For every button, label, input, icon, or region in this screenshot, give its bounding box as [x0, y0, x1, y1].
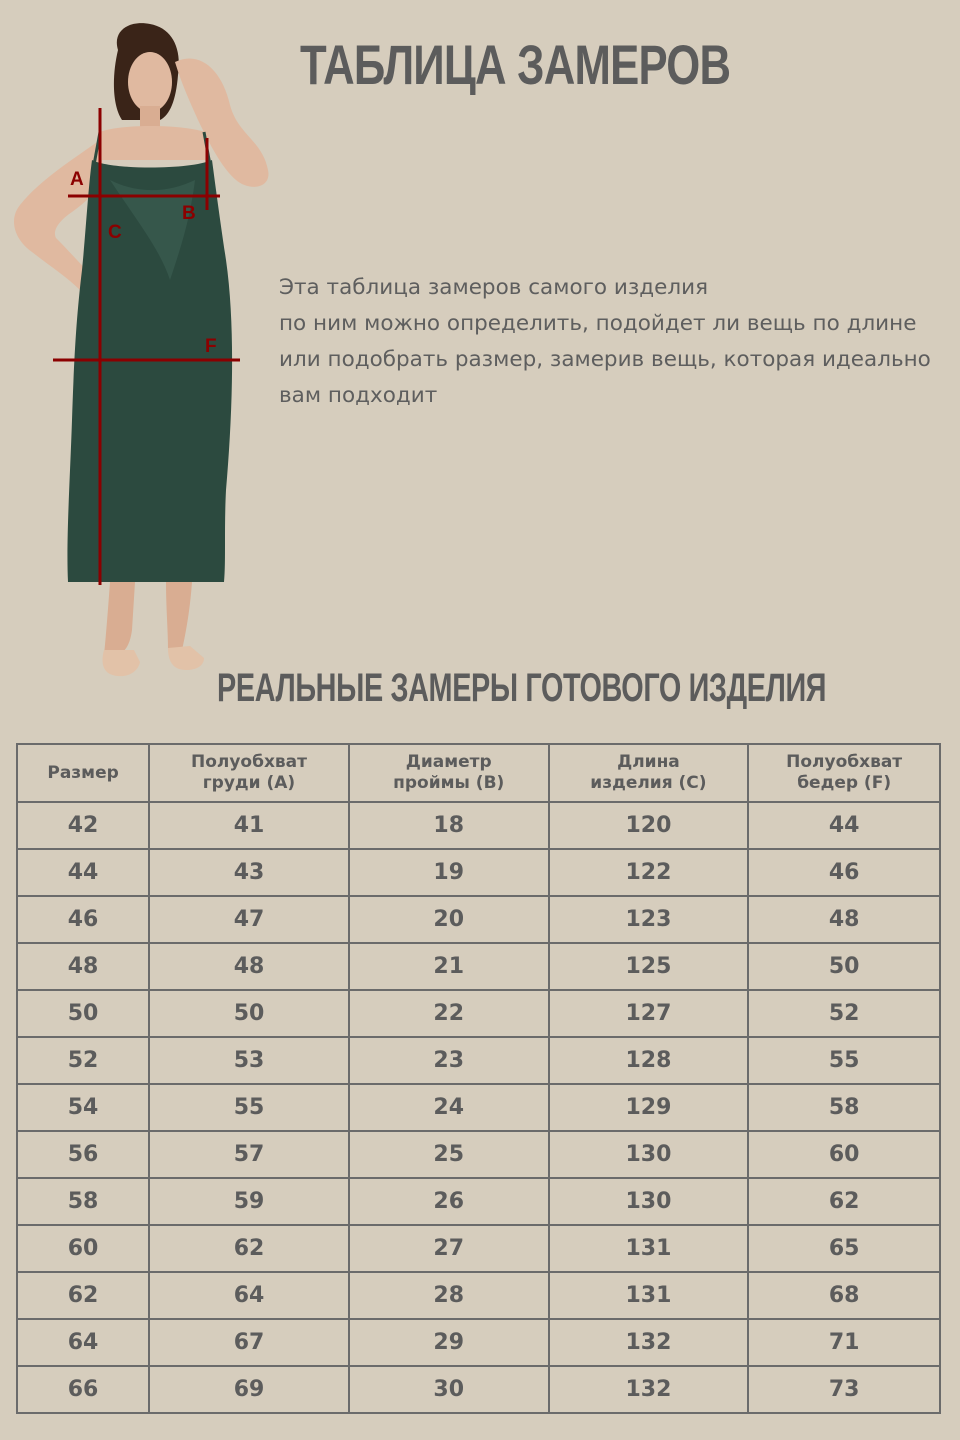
cell-chest: 69 — [149, 1366, 349, 1413]
cell-armhole: 25 — [349, 1131, 549, 1178]
header-armhole — [349, 744, 549, 802]
header-chest — [149, 744, 349, 802]
header-hips-line2: бедер (F) — [797, 773, 892, 793]
cell-hips: 46 — [748, 849, 940, 896]
model-face — [128, 52, 172, 112]
cell-length: 123 — [549, 896, 749, 943]
table-row — [17, 990, 940, 1037]
table-row — [17, 849, 940, 896]
cell-size: 62 — [17, 1272, 149, 1319]
cell-armhole: 21 — [349, 943, 549, 990]
size-table — [16, 743, 941, 1414]
header-chest-line1: Полуобхват — [190, 752, 308, 772]
cell-length: 130 — [549, 1131, 749, 1178]
description-line: вам подходит — [279, 383, 438, 408]
model-right-shoe — [168, 646, 204, 670]
cell-length: 132 — [549, 1366, 749, 1413]
cell-hips: 48 — [748, 896, 940, 943]
model-right-leg — [166, 582, 192, 650]
cell-size: 64 — [17, 1319, 149, 1366]
header-armhole-line2: проймы (B) — [393, 773, 505, 793]
header-length — [549, 744, 749, 802]
cell-armhole: 24 — [349, 1084, 549, 1131]
cell-armhole: 20 — [349, 896, 549, 943]
cell-hips: 73 — [748, 1366, 940, 1413]
cell-size: 42 — [17, 802, 149, 849]
cell-size: 56 — [17, 1131, 149, 1178]
header-size — [17, 744, 149, 802]
table-row — [17, 943, 940, 990]
cell-hips: 44 — [748, 802, 940, 849]
cell-armhole: 28 — [349, 1272, 549, 1319]
cell-chest: 55 — [149, 1084, 349, 1131]
header-size-label: Размер — [47, 762, 119, 783]
cell-chest: 47 — [149, 896, 349, 943]
cell-armhole: 19 — [349, 849, 549, 896]
table-row — [17, 1178, 940, 1225]
table-row — [17, 1225, 940, 1272]
table-header-row — [17, 744, 940, 802]
cell-length: 131 — [549, 1272, 749, 1319]
cell-length: 127 — [549, 990, 749, 1037]
description — [279, 270, 949, 414]
cell-armhole: 23 — [349, 1037, 549, 1084]
label-b: B — [182, 203, 196, 224]
cell-armhole: 29 — [349, 1319, 549, 1366]
table-row — [17, 1366, 940, 1413]
cell-chest: 50 — [149, 990, 349, 1037]
cell-length: 120 — [549, 802, 749, 849]
header-length-line1: Длина — [617, 752, 680, 772]
table-row — [17, 1319, 940, 1366]
cell-armhole: 30 — [349, 1366, 549, 1413]
cell-armhole: 22 — [349, 990, 549, 1037]
table-row — [17, 1131, 940, 1178]
cell-hips: 62 — [748, 1178, 940, 1225]
cell-size: 48 — [17, 943, 149, 990]
header-hips-line1: Полуобхват — [786, 752, 903, 772]
table-body — [17, 802, 940, 1413]
cell-hips: 58 — [748, 1084, 940, 1131]
model-chest — [98, 126, 206, 160]
cell-size: 44 — [17, 849, 149, 896]
cell-chest: 43 — [149, 849, 349, 896]
table-row — [17, 896, 940, 943]
table-row — [17, 1037, 940, 1084]
cell-size: 52 — [17, 1037, 149, 1084]
cell-hips: 60 — [748, 1131, 940, 1178]
cell-length: 130 — [549, 1178, 749, 1225]
cell-chest: 41 — [149, 802, 349, 849]
cell-chest: 59 — [149, 1178, 349, 1225]
cell-size: 58 — [17, 1178, 149, 1225]
cell-size: 50 — [17, 990, 149, 1037]
header-length-line2: изделия (C) — [590, 773, 707, 793]
label-a: A — [70, 169, 84, 190]
label-c: C — [108, 222, 122, 243]
cell-armhole: 26 — [349, 1178, 549, 1225]
cell-chest: 67 — [149, 1319, 349, 1366]
cell-chest: 48 — [149, 943, 349, 990]
cell-hips: 71 — [748, 1319, 940, 1366]
cell-hips: 55 — [748, 1037, 940, 1084]
cell-size: 60 — [17, 1225, 149, 1272]
cell-length: 128 — [549, 1037, 749, 1084]
cell-size: 46 — [17, 896, 149, 943]
cell-hips: 50 — [748, 943, 940, 990]
cell-size: 54 — [17, 1084, 149, 1131]
description-line: по ним можно определить, подойдет ли вещь по длине — [279, 311, 917, 336]
cell-chest: 64 — [149, 1272, 349, 1319]
description-line: или подобрать размер, замерив вещь, которая идеально — [279, 347, 931, 372]
cell-armhole: 27 — [349, 1225, 549, 1272]
label-f: F — [205, 336, 217, 357]
cell-hips: 68 — [748, 1272, 940, 1319]
header-chest-line2: груди (A) — [202, 773, 296, 793]
description-line: Эта таблица замеров самого изделия — [279, 275, 709, 300]
table-row — [17, 1084, 940, 1131]
table-row — [17, 1272, 940, 1319]
model-figure — [0, 20, 290, 690]
cell-size: 66 — [17, 1366, 149, 1413]
cell-length: 131 — [549, 1225, 749, 1272]
cell-length: 129 — [549, 1084, 749, 1131]
model-left-leg — [104, 582, 135, 655]
cell-chest: 57 — [149, 1131, 349, 1178]
cell-length: 125 — [549, 943, 749, 990]
table-row — [17, 802, 940, 849]
cell-hips: 65 — [748, 1225, 940, 1272]
cell-hips: 52 — [748, 990, 940, 1037]
header-armhole-line1: Диаметр — [405, 752, 492, 772]
table-title: РЕАЛЬНЫЕ ЗАМЕРЫ ГОТОВОГО ИЗДЕЛИЯ — [217, 666, 827, 710]
model-left-shoe — [103, 650, 140, 676]
cell-armhole: 18 — [349, 802, 549, 849]
cell-length: 122 — [549, 849, 749, 896]
cell-chest: 53 — [149, 1037, 349, 1084]
cell-chest: 62 — [149, 1225, 349, 1272]
cell-length: 132 — [549, 1319, 749, 1366]
page-title: ТАБЛИЦА ЗАМЕРОВ — [300, 33, 731, 96]
header-hips — [748, 744, 940, 802]
